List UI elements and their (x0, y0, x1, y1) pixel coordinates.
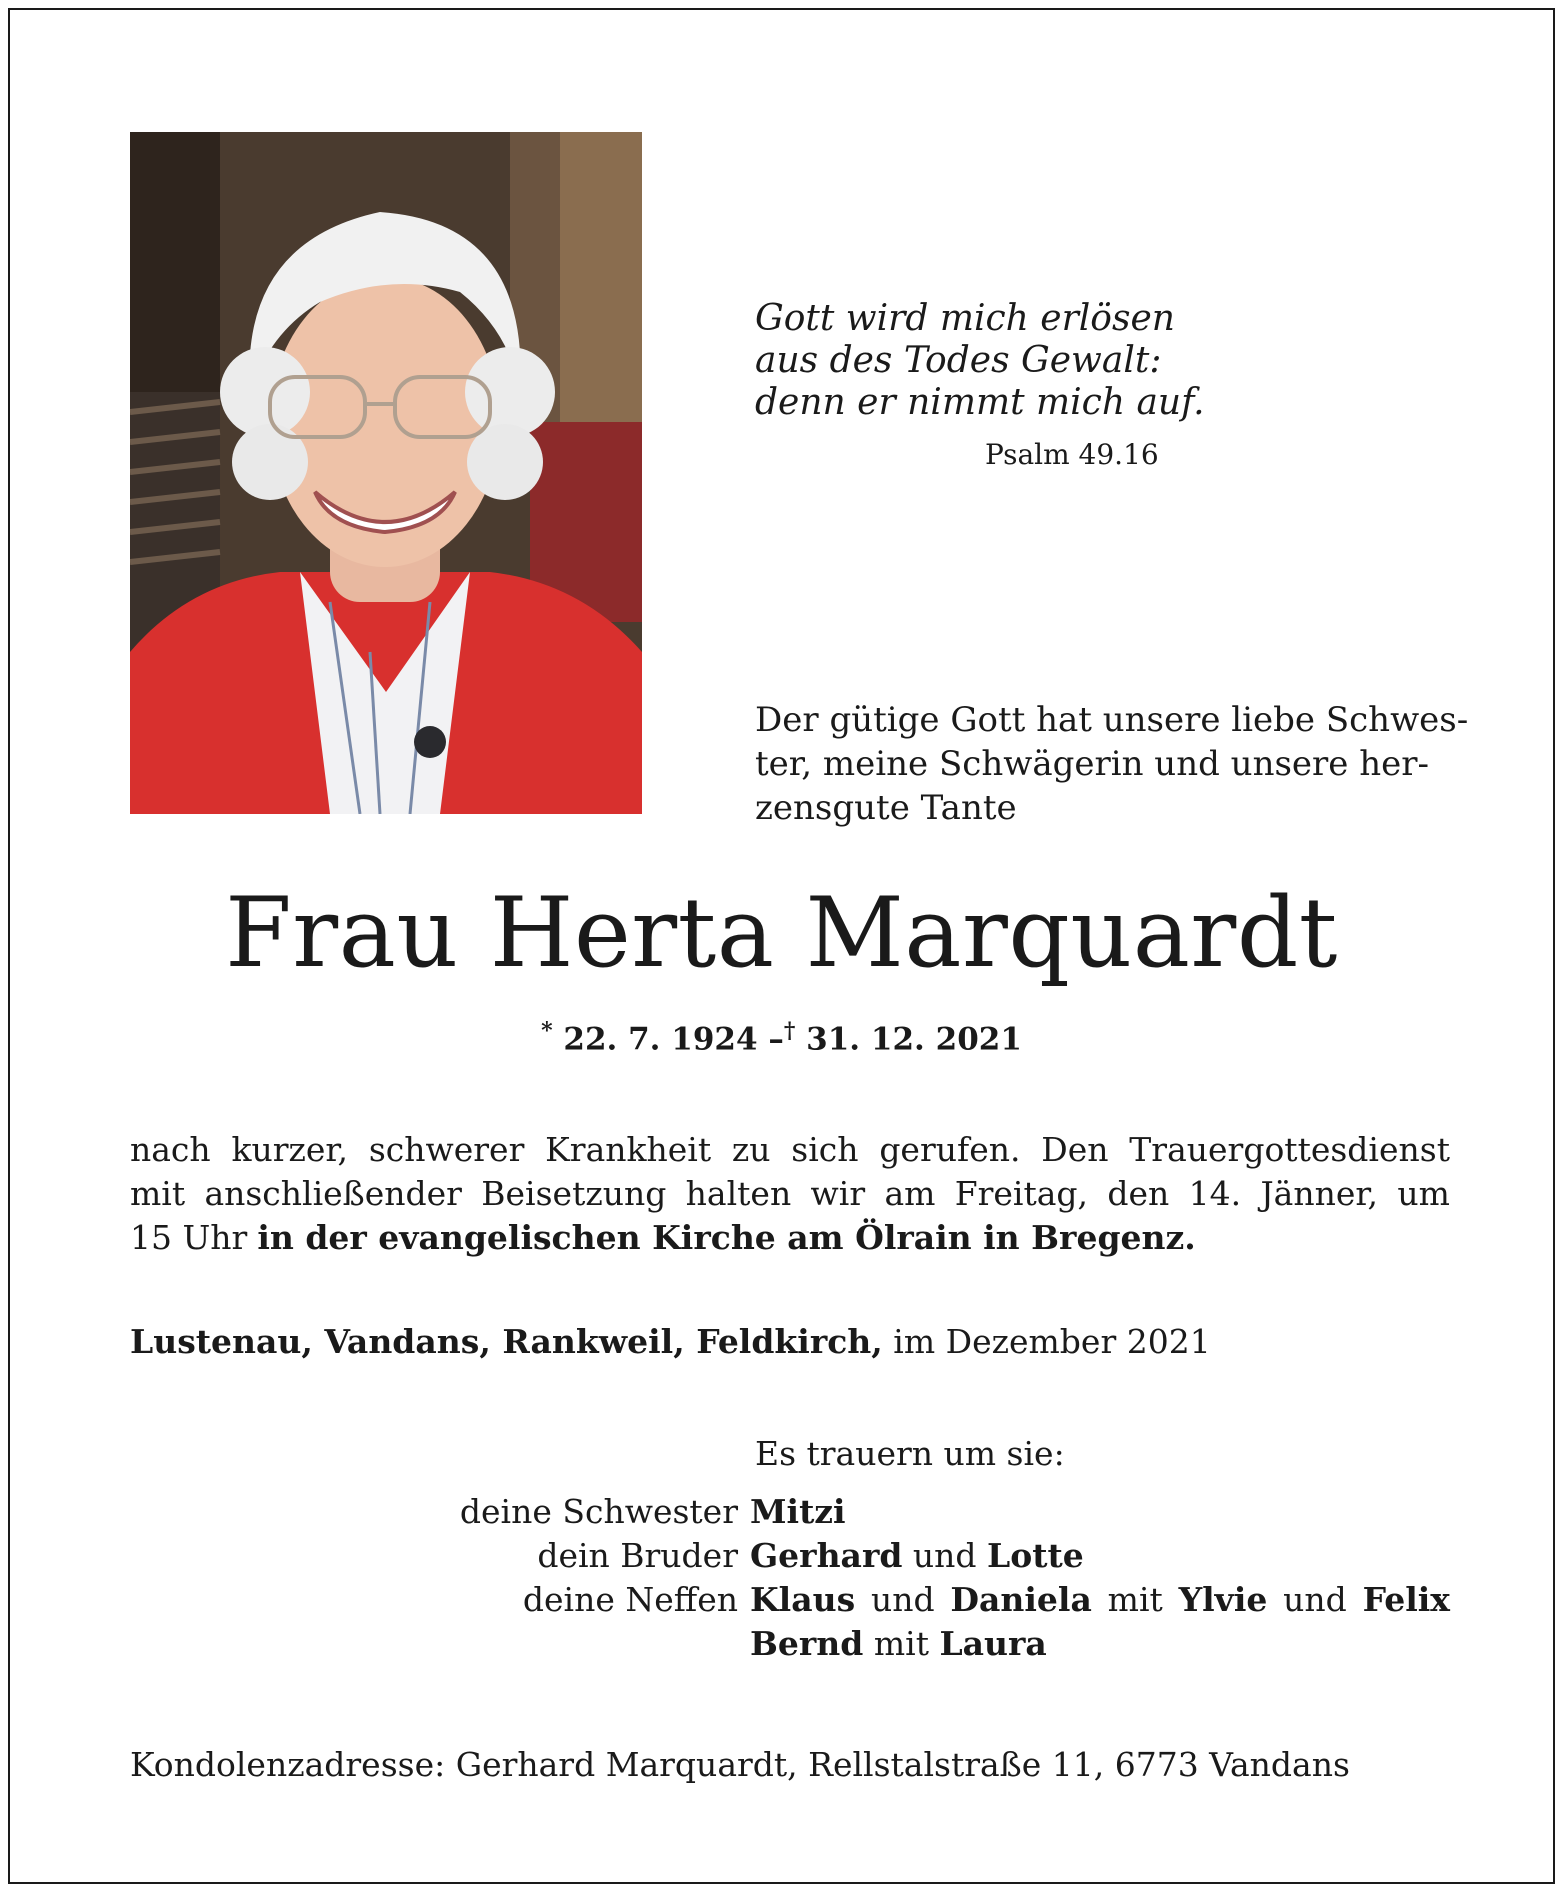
word: um (1397, 1174, 1450, 1213)
life-dates (10, 1018, 1553, 1057)
conjunction: und (912, 1536, 977, 1575)
service-location: in der evangelischen Kirche am Ölrain in Bregenz. (257, 1218, 1196, 1257)
relation-label: deine Schwester (459, 1492, 738, 1531)
intro-line: zensgute Tante (755, 788, 1017, 828)
obituary-page (8, 8, 1555, 1884)
word: am (884, 1174, 936, 1213)
word: Jänner, (1260, 1174, 1379, 1213)
mourners-list (130, 1490, 1450, 1666)
word: Krankheit (545, 1130, 712, 1169)
birth-symbol: * (541, 1018, 553, 1044)
service-time: 15 Uhr (130, 1218, 248, 1257)
mourners-heading: Es trauern um sie: (755, 1434, 1065, 1473)
word: gerufen. (879, 1130, 1021, 1169)
word: mit (130, 1174, 186, 1213)
psalm-line: Gott wird mich erlösen (755, 298, 1175, 339)
mourner-name: Lotte (987, 1536, 1084, 1575)
mourner-names (750, 1534, 1450, 1578)
word: wir (810, 1174, 866, 1213)
funeral-announcement (130, 1128, 1450, 1260)
announcement-line-1 (130, 1128, 1450, 1172)
death-date: 31. 12. 2021 (806, 1021, 1022, 1058)
conjunction: mit (1107, 1580, 1163, 1619)
relation-label: deine Neffen (522, 1580, 738, 1619)
mourner-name: Felix (1362, 1580, 1450, 1619)
word: Trauergottesdienst (1129, 1130, 1450, 1169)
mourner-row (130, 1490, 1450, 1534)
mourner-name: Bernd (750, 1624, 864, 1663)
intro-text (755, 698, 1469, 830)
places-list: Lustenau, Vandans, Rankweil, Feldkirch, (130, 1322, 883, 1361)
intro-line: ter, meine Schwägerin und unsere her- (755, 744, 1429, 784)
mourner-names (750, 1578, 1450, 1622)
word: Beisetzung (481, 1174, 667, 1213)
word: zu (731, 1130, 771, 1169)
mourner-name: Klaus (750, 1580, 856, 1619)
mourner-name: Laura (939, 1624, 1047, 1663)
word: den (1107, 1174, 1170, 1213)
intro-line: Der gütige Gott hat unsere liebe Schwes- (755, 700, 1469, 740)
relation-label: dein Bruder (537, 1536, 738, 1575)
psalm-line: aus des Todes Gewalt: (755, 340, 1162, 381)
word: Freitag, (954, 1174, 1089, 1213)
word: 14. (1188, 1174, 1242, 1213)
psalm-quote (755, 298, 1205, 424)
conjunction: mit (873, 1624, 929, 1663)
conjunction: und (870, 1580, 935, 1619)
portrait-illustration (130, 132, 642, 814)
word: kurzer, (231, 1130, 349, 1169)
death-symbol: † (783, 1018, 796, 1044)
place-and-date (130, 1322, 1211, 1361)
mourner-row (130, 1578, 1450, 1622)
word: nach (130, 1130, 211, 1169)
word: Den (1041, 1130, 1109, 1169)
deceased-name: Frau Herta Marquardt (225, 877, 1338, 989)
mourner-row (130, 1622, 1450, 1666)
portrait-photo (130, 132, 642, 814)
word: sich (791, 1130, 859, 1169)
word: halten (685, 1174, 792, 1213)
mourner-name: Daniela (950, 1580, 1092, 1619)
psalm-line: denn er nimmt mich auf. (755, 382, 1205, 423)
mourner-names (750, 1490, 1450, 1534)
conjunction: und (1283, 1580, 1347, 1619)
condolence-address: Kondolenzadresse: Gerhard Marquardt, Rellstalstraße 11, 6773 Vandans (130, 1745, 1350, 1784)
mourner-name: Gerhard (750, 1536, 903, 1575)
relation-label (130, 1622, 750, 1666)
birth-date: 22. 7. 1924 (563, 1021, 758, 1058)
mourner-name: Ylvie (1178, 1580, 1268, 1619)
date-separator: – (768, 1021, 784, 1058)
dateline: im Dezember 2021 (893, 1322, 1211, 1361)
word: schwerer (368, 1130, 525, 1169)
mourner-name: Mitzi (750, 1492, 846, 1531)
word: anschließender (204, 1174, 462, 1213)
psalm-reference: Psalm 49.16 (985, 438, 1159, 471)
mourner-row (130, 1534, 1450, 1578)
mourner-names (750, 1622, 1450, 1666)
announcement-line-2 (130, 1172, 1450, 1216)
announcement-line-3 (130, 1216, 1450, 1260)
